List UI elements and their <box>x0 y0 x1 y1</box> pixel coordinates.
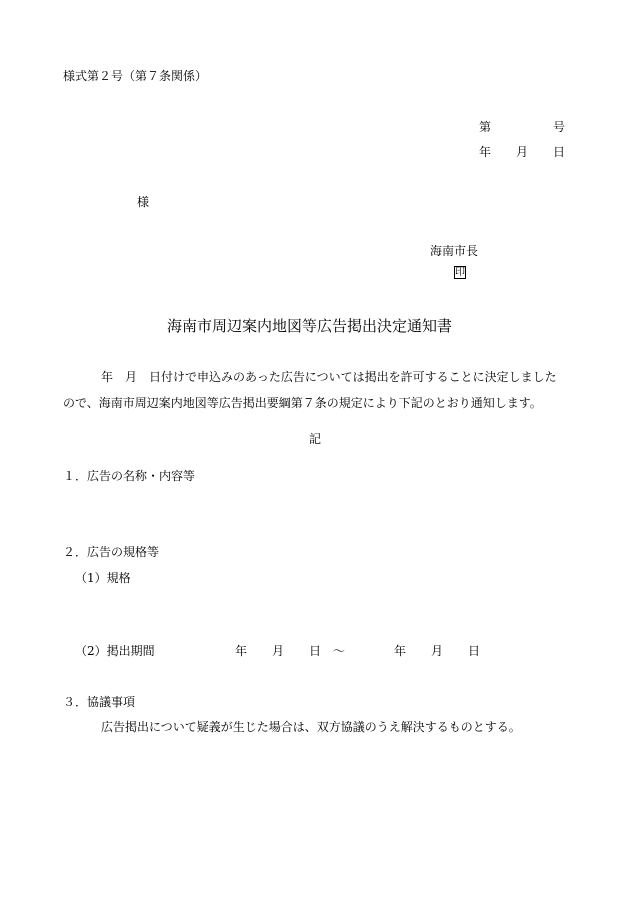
section-3-text: 広告掲出について疑義が生じた場合は、双方協議のうえ解決するものとする。 <box>101 720 521 734</box>
document-number-label: 第 <box>479 120 492 134</box>
addressee-suffix: 様 <box>137 195 150 209</box>
section-3-heading: ３．協議事項 <box>63 695 136 709</box>
period-start-day: 日 <box>309 644 322 658</box>
period-end-month: 月 <box>431 644 444 658</box>
period-end-day: 日 <box>468 644 481 658</box>
ki-heading: 記 <box>309 432 322 446</box>
section-2-item-2: （2）掲出期間 <box>75 644 155 658</box>
form-label: 様式第２号（第７条関係） <box>63 69 208 83</box>
document-title: 海南市周辺案内地図等広告掲出決定通知書 <box>167 317 453 335</box>
body-line-1: 年 月 日付けで申込みのあった広告については掲出を許可することに決定しました <box>101 370 557 384</box>
date-day: 日 <box>553 145 566 159</box>
section-2-heading: ２．広告の規格等 <box>63 545 160 559</box>
period-start-month: 月 <box>272 644 285 658</box>
period-end-year: 年 <box>394 644 407 658</box>
document-number-suffix: 号 <box>553 120 566 134</box>
seal-mark: 印 <box>455 267 465 278</box>
issuer-name: 海南市長 <box>430 244 479 258</box>
section-2-item-1: （1）規格 <box>75 571 131 585</box>
body-line-2: ので、海南市周辺案内地図等広告掲出要綱第７条の規定により下記のとおり通知します。 <box>63 396 542 410</box>
period-start-year: 年 <box>235 644 248 658</box>
section-1-heading: １．広告の名称・内容等 <box>63 469 196 483</box>
date-month: 月 <box>516 145 529 159</box>
date-year: 年 <box>479 145 492 159</box>
period-tilde: ～ <box>333 644 346 658</box>
